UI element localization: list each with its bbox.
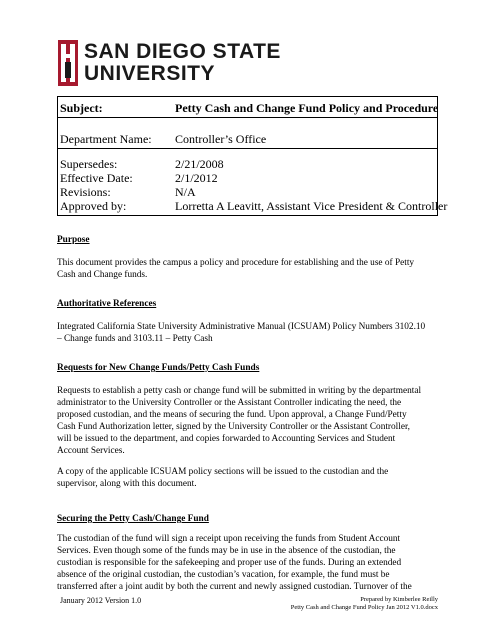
- requests-section: [57, 362, 442, 374]
- footer-prepared-by: Prepared by Kimberlee Reilly: [360, 596, 438, 603]
- text-line: – Change funds and 3103.11 – Petty Cash: [57, 334, 213, 344]
- text-line: proposed custodian, and the means of securing the fund. Upon approval, a Change Fund/Petty: [57, 410, 407, 420]
- effective-date-label: Effective Date:: [60, 171, 133, 185]
- securing-section: [57, 513, 442, 525]
- sdsu-tower-icon: [57, 40, 79, 86]
- text-line: absence of the original custodian, the custodian’s vacation, for example, the fund must be: [57, 570, 390, 580]
- document-header-table: [57, 96, 448, 216]
- subject-label: Subject:: [60, 101, 103, 115]
- approved-by-label: Approved by:: [60, 199, 127, 213]
- purpose-heading: Purpose: [57, 235, 90, 245]
- header-divider: [58, 148, 437, 149]
- text-line: will be issued to the department, and copies forwarded to Accounting Services and Student: [57, 434, 396, 444]
- supersedes-value: 2/21/2008: [175, 157, 224, 171]
- logo-text-line1: SAN DIEGO STATE: [84, 40, 281, 63]
- revisions-value: N/A: [175, 185, 196, 199]
- footer-filename: Petty Cash and Change Fund Policy Jan 2012 V1.0.docx: [290, 604, 438, 611]
- requests-paragraph-1: [57, 385, 442, 457]
- text-line: administrator to the University Controller or the Assistant Controller indicating the need, the: [57, 398, 402, 408]
- text-line: Account Services.: [57, 446, 125, 456]
- revisions-label: Revisions:: [60, 185, 111, 199]
- references-text: [57, 321, 442, 345]
- department-label: Department Name:: [60, 132, 152, 146]
- logo-text-line2: UNIVERSITY: [84, 62, 216, 85]
- footer-version: January 2012 Version 1.0: [60, 596, 142, 605]
- text-line: Requests to establish a petty cash or change fund will be submitted in writing by the departmental: [57, 386, 422, 396]
- securing-text: [57, 533, 442, 593]
- header-divider: [58, 117, 437, 118]
- supersedes-label: Supersedes:: [60, 157, 118, 171]
- text-line: Cash Fund Authorization letter, signed by the University Controller or the Assistant Controller,: [57, 422, 411, 432]
- purpose-section: [57, 234, 442, 246]
- text-line: supervisor, along with this document.: [57, 479, 197, 489]
- securing-heading: Securing the Petty Cash/Change Fund: [57, 514, 209, 524]
- text-line: A copy of the applicable ICSUAM policy sections will be issued to the custodian and the: [57, 467, 389, 477]
- text-line: Cash and Change funds.: [57, 270, 148, 280]
- department-value: Controller’s Office: [175, 132, 267, 146]
- references-heading: Authoritative References: [57, 299, 157, 309]
- purpose-text: [57, 257, 442, 281]
- requests-paragraph-2: [57, 466, 442, 490]
- references-section: [57, 298, 442, 310]
- text-line: The custodian of the fund will sign a receipt upon receiving the funds from Student Account: [57, 534, 401, 544]
- university-logo: [57, 40, 437, 88]
- text-line: Services. Even though some of the funds may be in use in the absence of the custodian, the: [57, 546, 396, 556]
- text-line: This document provides the campus a policy and procedure for establishing and the use of Petty: [57, 258, 415, 268]
- text-line: Integrated California State University Administrative Manual (ICSUAM) Policy Numbers 3102.10: [57, 322, 426, 332]
- effective-date-value: 2/1/2012: [175, 171, 218, 185]
- text-line: custodian is responsible for the safekeeping and proper use of the funds. During an extended: [57, 558, 402, 568]
- requests-heading: Requests for New Change Funds/Petty Cash Funds: [57, 363, 260, 373]
- subject-value: Petty Cash and Change Fund Policy and Procedure: [175, 101, 439, 115]
- text-line: transferred after a joint audit by both the current and newly assigned custodian. Turnover of the: [57, 582, 412, 592]
- approved-by-value: Lorretta A Leavitt, Assistant Vice President & Controller: [175, 199, 448, 213]
